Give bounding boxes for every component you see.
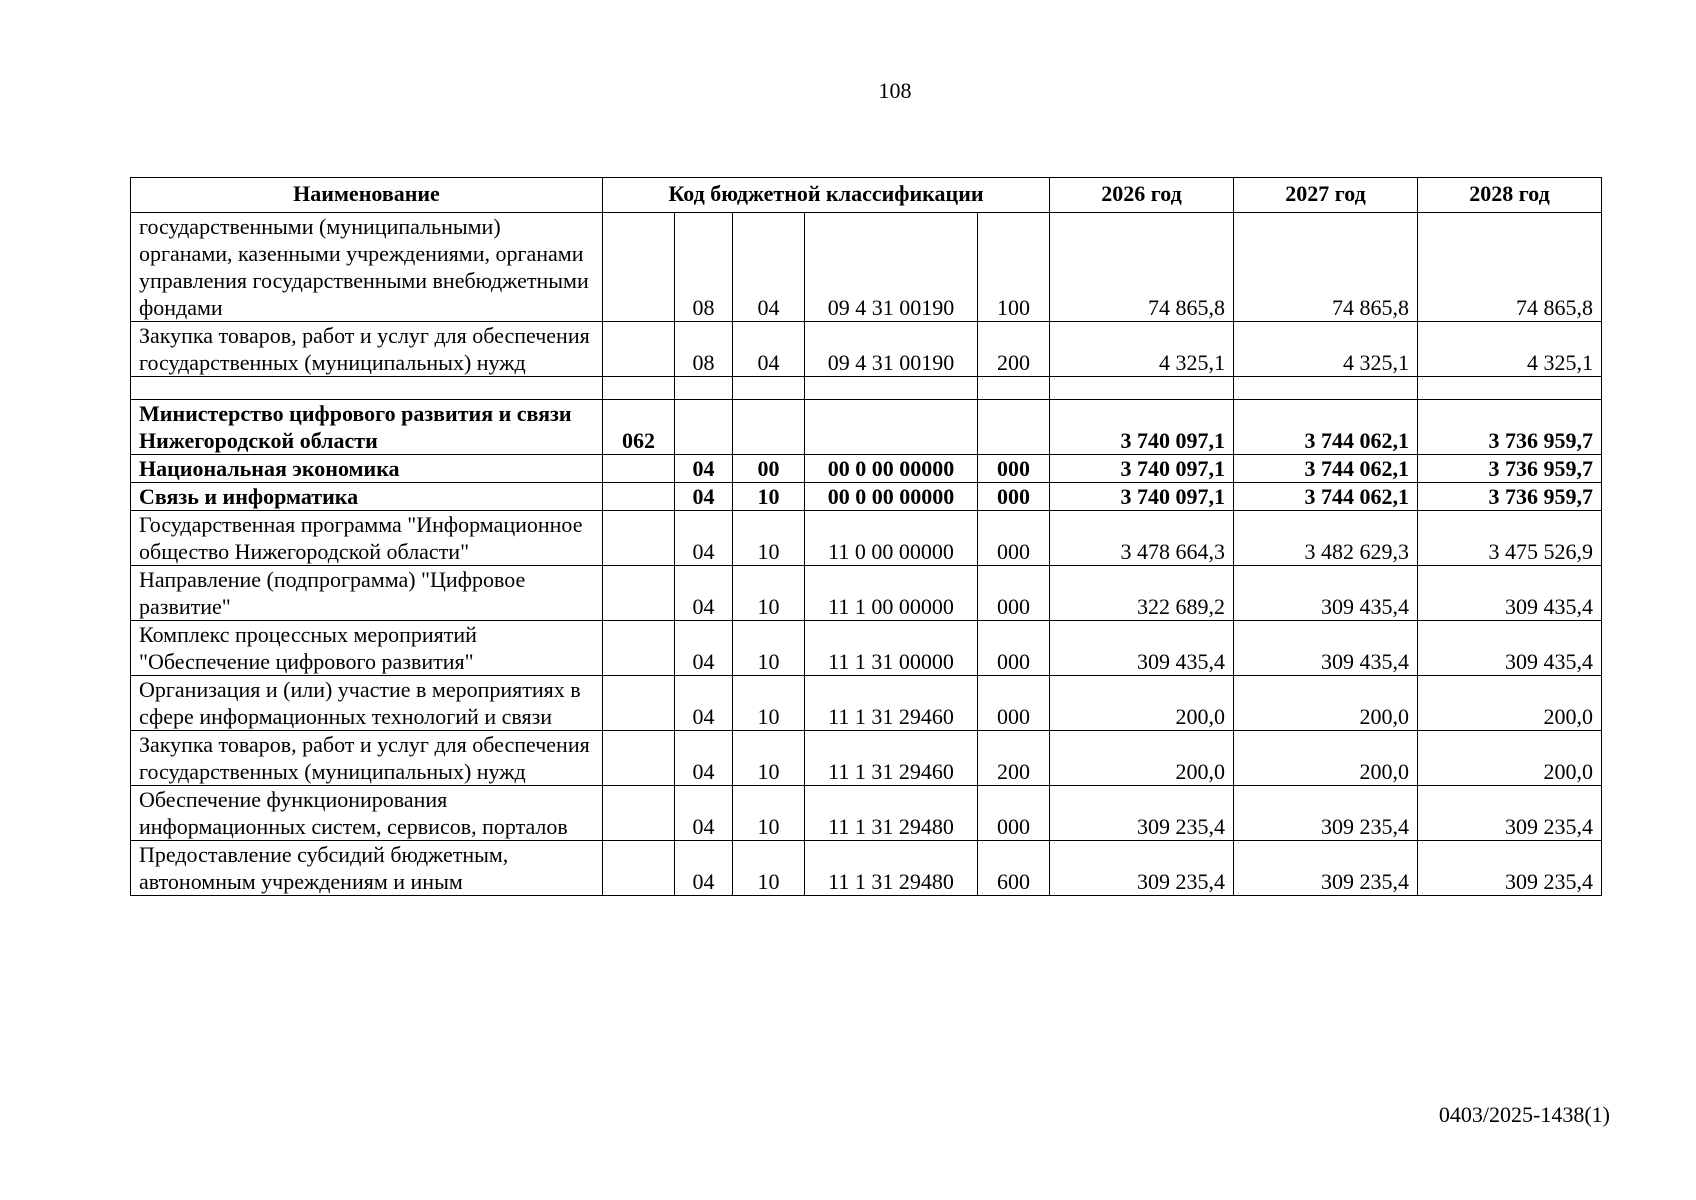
row-razdel: 04	[675, 566, 733, 621]
table-row	[131, 731, 1602, 786]
document-code: 0403/2025-1438(1)	[1438, 1102, 1610, 1127]
row-2027: 3 744 062,1	[1234, 455, 1418, 483]
row-razdel: 08	[675, 322, 733, 377]
row-vr: 000	[978, 786, 1050, 841]
row-csr: 11 1 00 00000	[805, 566, 978, 621]
row-vr: 600	[978, 841, 1050, 896]
row-csr: 11 0 00 00000	[805, 511, 978, 566]
row-csr: 11 1 31 29460	[805, 676, 978, 731]
row-2026: 200,0	[1050, 731, 1234, 786]
table-row	[131, 566, 1602, 621]
row-2028: 309 235,4	[1418, 841, 1602, 896]
row-podrazdel: 04	[733, 322, 805, 377]
row-razdel: 04	[675, 731, 733, 786]
header-2027: 2027 год	[1234, 178, 1418, 213]
row-2028: 3 736 959,7	[1418, 483, 1602, 511]
row-csr: 00 0 00 00000	[805, 455, 978, 483]
row-2026: 3 740 097,1	[1050, 483, 1234, 511]
row-2026: 4 325,1	[1050, 322, 1234, 377]
table-row	[131, 455, 1602, 483]
row-csr: 11 1 31 29460	[805, 731, 978, 786]
row-vr: 000	[978, 621, 1050, 676]
row-name: государственными (муниципальными) органами, казенными учреждениями, органами управления государственными внебюджетными фондами	[131, 213, 603, 322]
row-2027: 4 325,1	[1234, 322, 1418, 377]
row-podrazdel: 04	[733, 213, 805, 322]
table-row	[131, 511, 1602, 566]
table-row	[131, 213, 1602, 322]
row-name: Направление (подпрограмма) "Цифровое развитие"	[131, 566, 603, 621]
row-2028: 200,0	[1418, 731, 1602, 786]
row-vr: 000	[978, 483, 1050, 511]
row-name: Предоставление субсидий бюджетным, автономным учреждениям и иным	[131, 841, 603, 896]
row-razdel	[675, 400, 733, 455]
table-row	[131, 322, 1602, 377]
table-row	[131, 786, 1602, 841]
header-2028: 2028 год	[1418, 178, 1602, 213]
row-razdel: 04	[675, 841, 733, 896]
row-name: Организация и (или) участие в мероприятиях в сфере информационных технологий и связи	[131, 676, 603, 731]
row-vr	[978, 400, 1050, 455]
row-vedomstvo: 062	[603, 400, 675, 455]
row-2028: 309 435,4	[1418, 566, 1602, 621]
row-podrazdel: 10	[733, 621, 805, 676]
row-name: Закупка товаров, работ и услуг для обеспечения государственных (муниципальных) нужд	[131, 322, 603, 377]
row-podrazdel: 10	[733, 676, 805, 731]
row-vr: 000	[978, 676, 1050, 731]
row-vedomstvo	[603, 455, 675, 483]
row-name: Связь и информатика	[131, 483, 603, 511]
row-2027: 3 482 629,3	[1234, 511, 1418, 566]
row-2027: 200,0	[1234, 731, 1418, 786]
row-podrazdel: 10	[733, 731, 805, 786]
page-number: 108	[878, 78, 912, 103]
row-vedomstvo	[603, 511, 675, 566]
row-name: Закупка товаров, работ и услуг для обеспечения государственных (муниципальных) нужд	[131, 731, 603, 786]
table-header-row	[131, 178, 1602, 213]
row-csr	[805, 400, 978, 455]
row-vedomstvo	[603, 676, 675, 731]
row-2026: 74 865,8	[1050, 213, 1234, 322]
row-razdel: 04	[675, 676, 733, 731]
row-vedomstvo	[603, 322, 675, 377]
row-vedomstvo	[603, 621, 675, 676]
row-2028: 3 475 526,9	[1418, 511, 1602, 566]
header-code: Код бюджетной классификации	[603, 178, 1050, 213]
row-vedomstvo	[603, 841, 675, 896]
row-vr: 000	[978, 455, 1050, 483]
row-podrazdel: 10	[733, 841, 805, 896]
row-vr: 000	[978, 511, 1050, 566]
row-razdel: 08	[675, 213, 733, 322]
row-csr: 00 0 00 00000	[805, 483, 978, 511]
spacer-row	[131, 377, 1602, 400]
row-vedomstvo	[603, 731, 675, 786]
row-razdel: 04	[675, 511, 733, 566]
row-vr: 200	[978, 322, 1050, 377]
row-2027: 309 435,4	[1234, 566, 1418, 621]
row-razdel: 04	[675, 455, 733, 483]
row-2026: 3 740 097,1	[1050, 455, 1234, 483]
row-podrazdel: 10	[733, 511, 805, 566]
row-2028: 74 865,8	[1418, 213, 1602, 322]
row-vr: 100	[978, 213, 1050, 322]
row-podrazdel: 10	[733, 566, 805, 621]
row-podrazdel: 00	[733, 455, 805, 483]
row-name: Обеспечение функционирования информационных систем, сервисов, порталов	[131, 786, 603, 841]
row-2028: 3 736 959,7	[1418, 455, 1602, 483]
header-2026: 2026 год	[1050, 178, 1234, 213]
row-name: Комплекс процессных мероприятий "Обеспечение цифрового развития"	[131, 621, 603, 676]
row-2026: 322 689,2	[1050, 566, 1234, 621]
row-2027: 309 235,4	[1234, 786, 1418, 841]
row-vr: 000	[978, 566, 1050, 621]
row-2028: 4 325,1	[1418, 322, 1602, 377]
row-name: Государственная программа "Информационное общество Нижегородской области"	[131, 511, 603, 566]
row-csr: 11 1 31 29480	[805, 786, 978, 841]
row-2027: 74 865,8	[1234, 213, 1418, 322]
row-csr: 11 1 31 29480	[805, 841, 978, 896]
row-vedomstvo	[603, 566, 675, 621]
row-csr: 09 4 31 00190	[805, 322, 978, 377]
row-podrazdel	[733, 400, 805, 455]
row-2027: 3 744 062,1	[1234, 400, 1418, 455]
row-2028: 3 736 959,7	[1418, 400, 1602, 455]
row-2026: 200,0	[1050, 676, 1234, 731]
row-razdel: 04	[675, 786, 733, 841]
row-2028: 309 435,4	[1418, 621, 1602, 676]
row-2026: 309 235,4	[1050, 786, 1234, 841]
row-csr: 09 4 31 00190	[805, 213, 978, 322]
row-2026: 3 478 664,3	[1050, 511, 1234, 566]
row-2028: 200,0	[1418, 676, 1602, 731]
table-row	[131, 676, 1602, 731]
row-vr: 200	[978, 731, 1050, 786]
row-csr: 11 1 31 00000	[805, 621, 978, 676]
row-2026: 309 235,4	[1050, 841, 1234, 896]
row-2027: 309 435,4	[1234, 621, 1418, 676]
row-2028: 309 235,4	[1418, 786, 1602, 841]
budget-table	[130, 177, 1602, 896]
row-2027: 3 744 062,1	[1234, 483, 1418, 511]
header-name: Наименование	[131, 178, 603, 213]
row-name: Министерство цифрового развития и связи Нижегородской области	[131, 400, 603, 455]
row-2026: 3 740 097,1	[1050, 400, 1234, 455]
row-vedomstvo	[603, 483, 675, 511]
row-razdel: 04	[675, 621, 733, 676]
table-row	[131, 841, 1602, 896]
row-podrazdel: 10	[733, 483, 805, 511]
row-2027: 200,0	[1234, 676, 1418, 731]
row-razdel: 04	[675, 483, 733, 511]
table-row	[131, 483, 1602, 511]
row-2027: 309 235,4	[1234, 841, 1418, 896]
row-vedomstvo	[603, 213, 675, 322]
table-row	[131, 400, 1602, 455]
row-2026: 309 435,4	[1050, 621, 1234, 676]
table-row	[131, 621, 1602, 676]
row-podrazdel: 10	[733, 786, 805, 841]
row-name: Национальная экономика	[131, 455, 603, 483]
row-vedomstvo	[603, 786, 675, 841]
